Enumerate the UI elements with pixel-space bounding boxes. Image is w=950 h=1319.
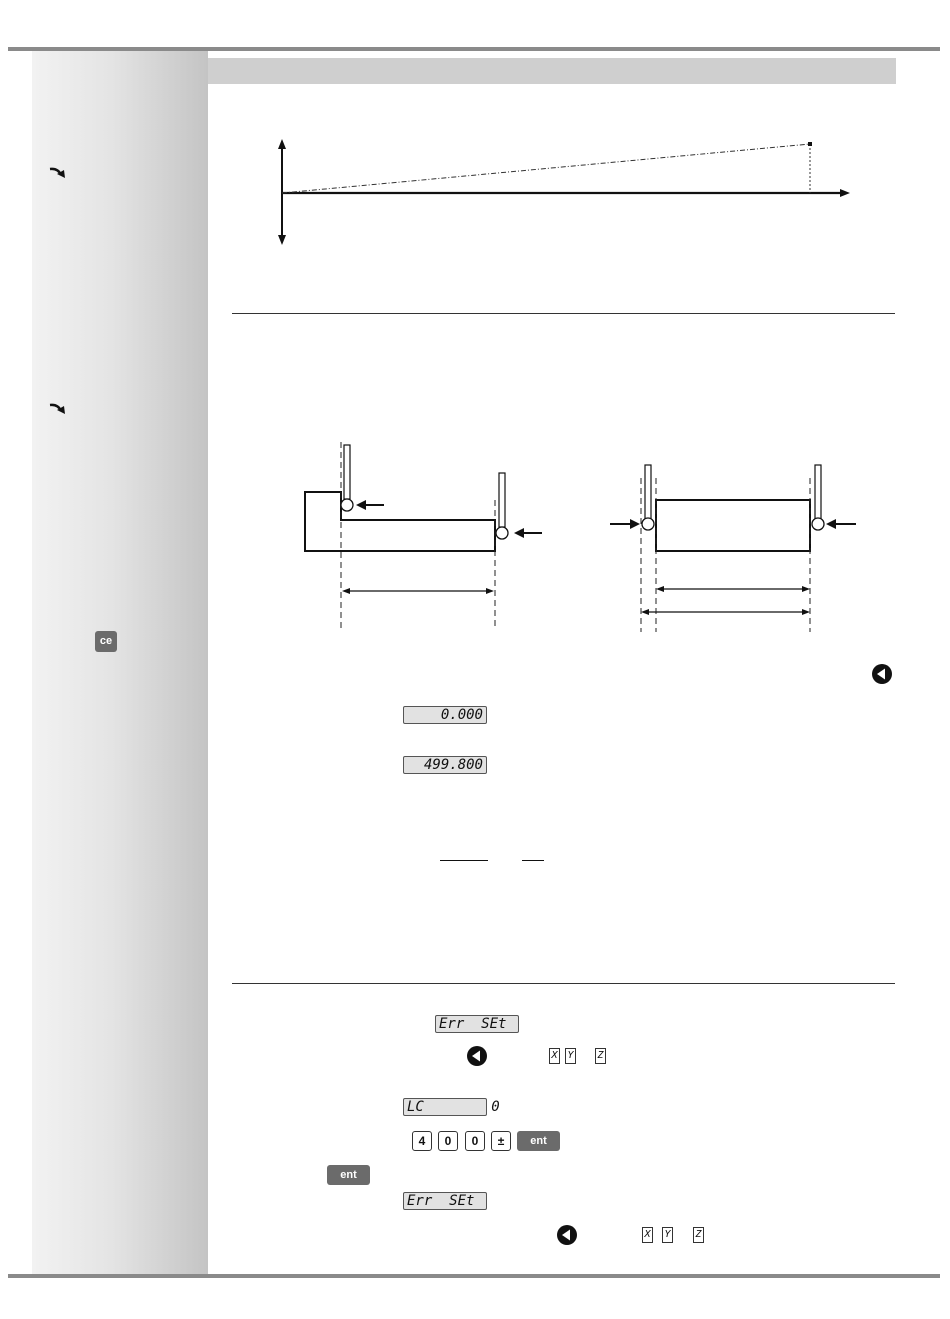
section-divider <box>232 313 895 314</box>
key-digit-0[interactable]: 0 <box>438 1131 458 1151</box>
axis-y-key[interactable]: Y <box>662 1227 673 1243</box>
display-reading-zero: 0.000 <box>403 706 487 724</box>
axis-y-key[interactable]: Y <box>565 1048 576 1064</box>
step-workpiece-probe-diagram <box>296 440 558 630</box>
axis-z-key[interactable]: Z <box>595 1048 606 1064</box>
key-digit-4[interactable]: 4 <box>412 1131 432 1151</box>
ent-key[interactable]: ent <box>517 1131 560 1151</box>
key-sign[interactable]: ± <box>491 1131 511 1151</box>
fraction-line <box>440 860 488 861</box>
axis-z-key[interactable]: Z <box>693 1227 704 1243</box>
curved-arrow-icon <box>49 402 67 416</box>
linear-error-graph <box>268 135 858 247</box>
key-digit-0[interactable]: 0 <box>465 1131 485 1151</box>
axis-x-key[interactable]: X <box>642 1227 653 1243</box>
left-arrow-circle-icon <box>466 1045 488 1067</box>
sidebar-margin <box>32 51 208 1274</box>
ce-key[interactable]: ce <box>95 631 117 652</box>
section-divider <box>232 983 895 984</box>
curved-arrow-icon <box>49 166 67 180</box>
fraction-line <box>522 860 544 861</box>
left-arrow-circle-icon <box>556 1224 578 1246</box>
display-reading-probe: 499.800 <box>403 756 487 774</box>
left-arrow-circle-icon <box>871 663 893 685</box>
display-err-set: Err SEt <box>435 1015 519 1033</box>
header-band <box>208 58 896 84</box>
display-err-set: Err SEt <box>403 1192 487 1210</box>
ent-key[interactable]: ent <box>327 1165 370 1185</box>
block-workpiece-probe-diagram <box>606 458 868 634</box>
axis-x-key[interactable]: X <box>549 1048 560 1064</box>
display-lc: LC 0 <box>403 1098 487 1116</box>
bottom-rule <box>8 1274 940 1278</box>
